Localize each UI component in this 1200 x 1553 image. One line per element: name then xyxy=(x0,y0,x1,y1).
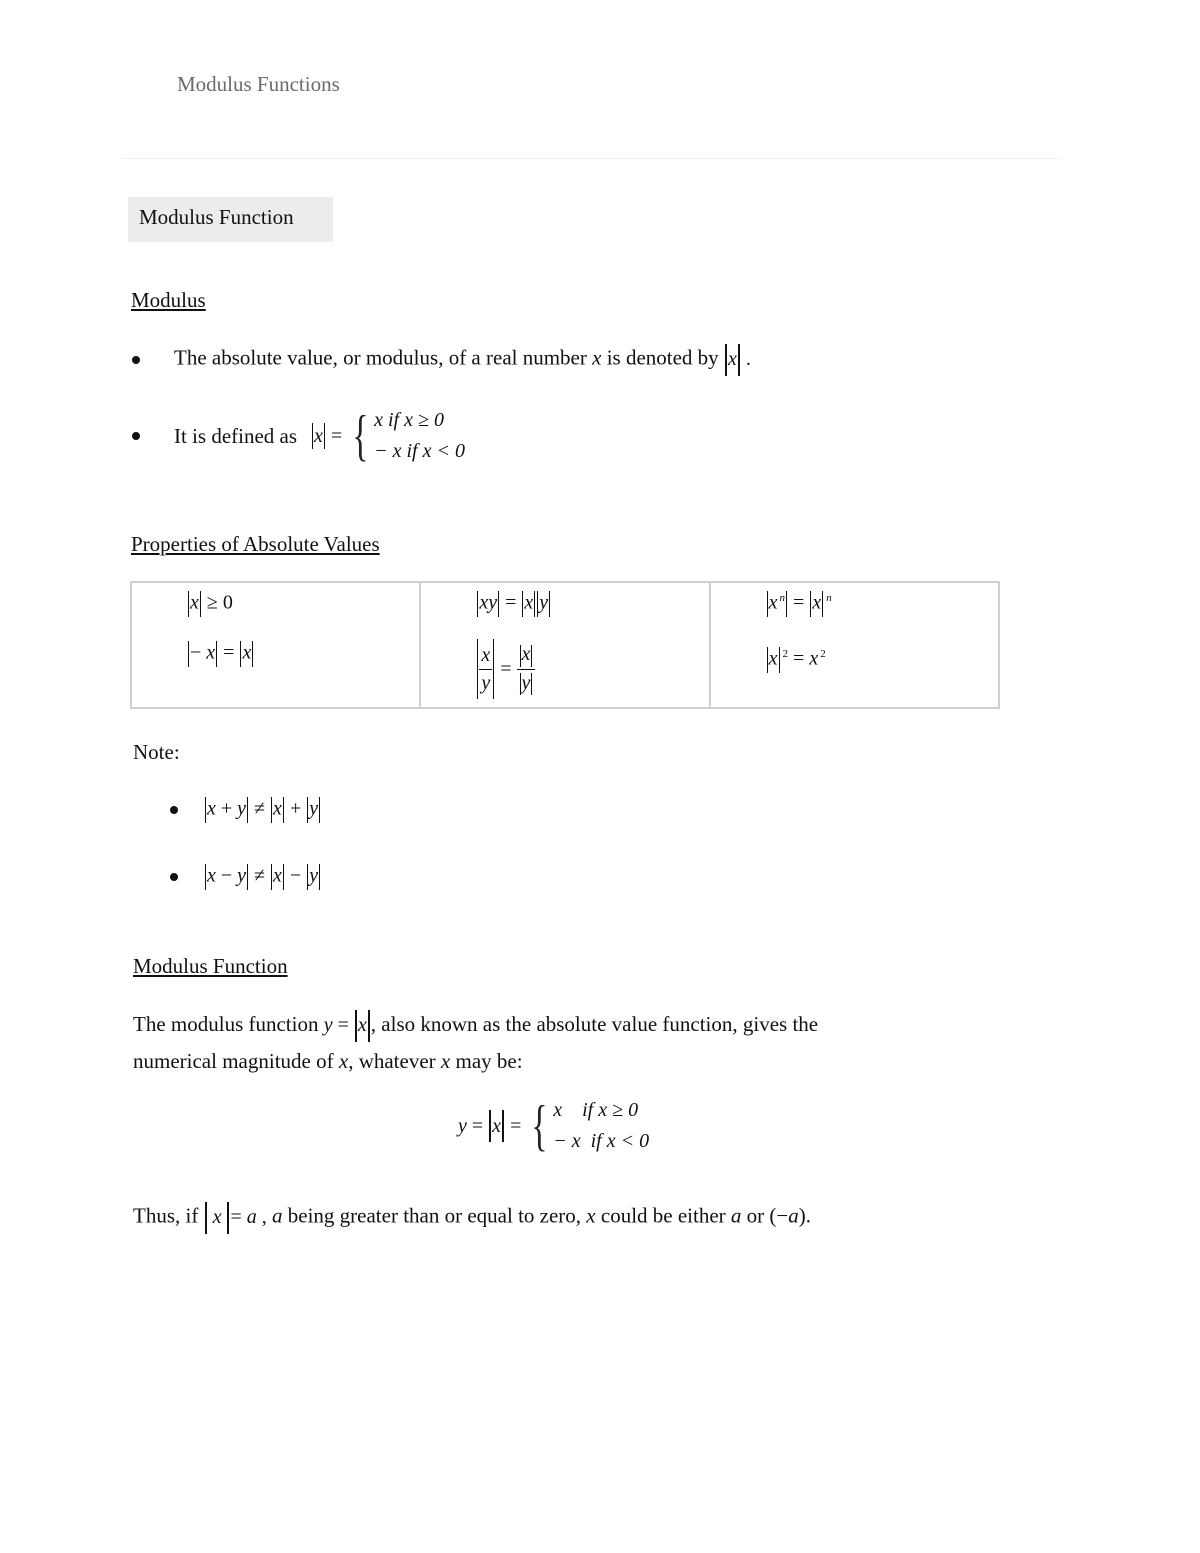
note-label: Note: xyxy=(133,740,180,764)
bullet-modulus-definition xyxy=(132,405,465,467)
modulus-function-paragraph: The modulus function y = x , also known as the absolute value function, gives the numerical magnitude of x, whatever x may be: xyxy=(133,1012,819,1073)
properties-cell xyxy=(710,582,999,708)
bullet-dot xyxy=(132,432,140,440)
heading-properties: Properties of Absolute Values xyxy=(131,532,380,556)
section-title-label: Modulus Function xyxy=(139,205,294,229)
properties-cell xyxy=(131,582,420,708)
final-statement: Thus, if x = a , a being greater than or equal to zero, x could be either a or (−a). xyxy=(133,1202,811,1234)
property-negation: − x = x xyxy=(187,641,254,667)
case-nonnegative: x if x ≥ 0 xyxy=(374,409,444,431)
bullet-dot xyxy=(170,873,178,881)
bullet-dot xyxy=(170,806,178,814)
property-nonnegative: x ≥ 0 xyxy=(187,591,233,617)
bullet-text: It is defined as xyxy=(174,423,298,448)
note-item xyxy=(170,864,321,890)
note-triangle-sum: x + y ≠ x + y xyxy=(204,797,321,823)
modulus-function-definition: y = x = { x if x ≥ 0 − x if x < 0 xyxy=(458,1095,650,1157)
note-triangle-difference: x − y ≠ x − y xyxy=(204,864,321,890)
bullet-modulus-notation xyxy=(132,344,751,376)
case-negative: − x if x < 0 xyxy=(553,1130,650,1152)
header-divider xyxy=(120,158,1060,159)
case-nonnegative: x if x ≥ 0 xyxy=(553,1099,639,1121)
note-item xyxy=(170,797,321,823)
piecewise-definition: x = { x if x ≥ 0 − x if x < 0 xyxy=(314,405,465,467)
heading-modulus: Modulus xyxy=(131,288,206,312)
property-quotient: $\frac{x}{y}$ = $\frac{x}{y}$ xyxy=(476,639,535,699)
property-square: x $^2$ = x $^2$ xyxy=(766,647,826,673)
property-power: x $^n$ = x $^n$ xyxy=(766,591,832,617)
page-header-title: Modulus Functions xyxy=(177,72,340,96)
properties-cell xyxy=(420,582,709,708)
case-negative: − x if x < 0 xyxy=(374,440,465,462)
bullet-text: The absolute value, or modulus, of a real number x is denoted by x . xyxy=(174,344,751,376)
bullet-dot xyxy=(132,356,140,364)
heading-modulus-function: Modulus Function xyxy=(133,954,288,978)
property-product: xy = x y xyxy=(476,591,551,617)
section-title-box xyxy=(128,197,333,242)
properties-table xyxy=(130,581,1000,709)
